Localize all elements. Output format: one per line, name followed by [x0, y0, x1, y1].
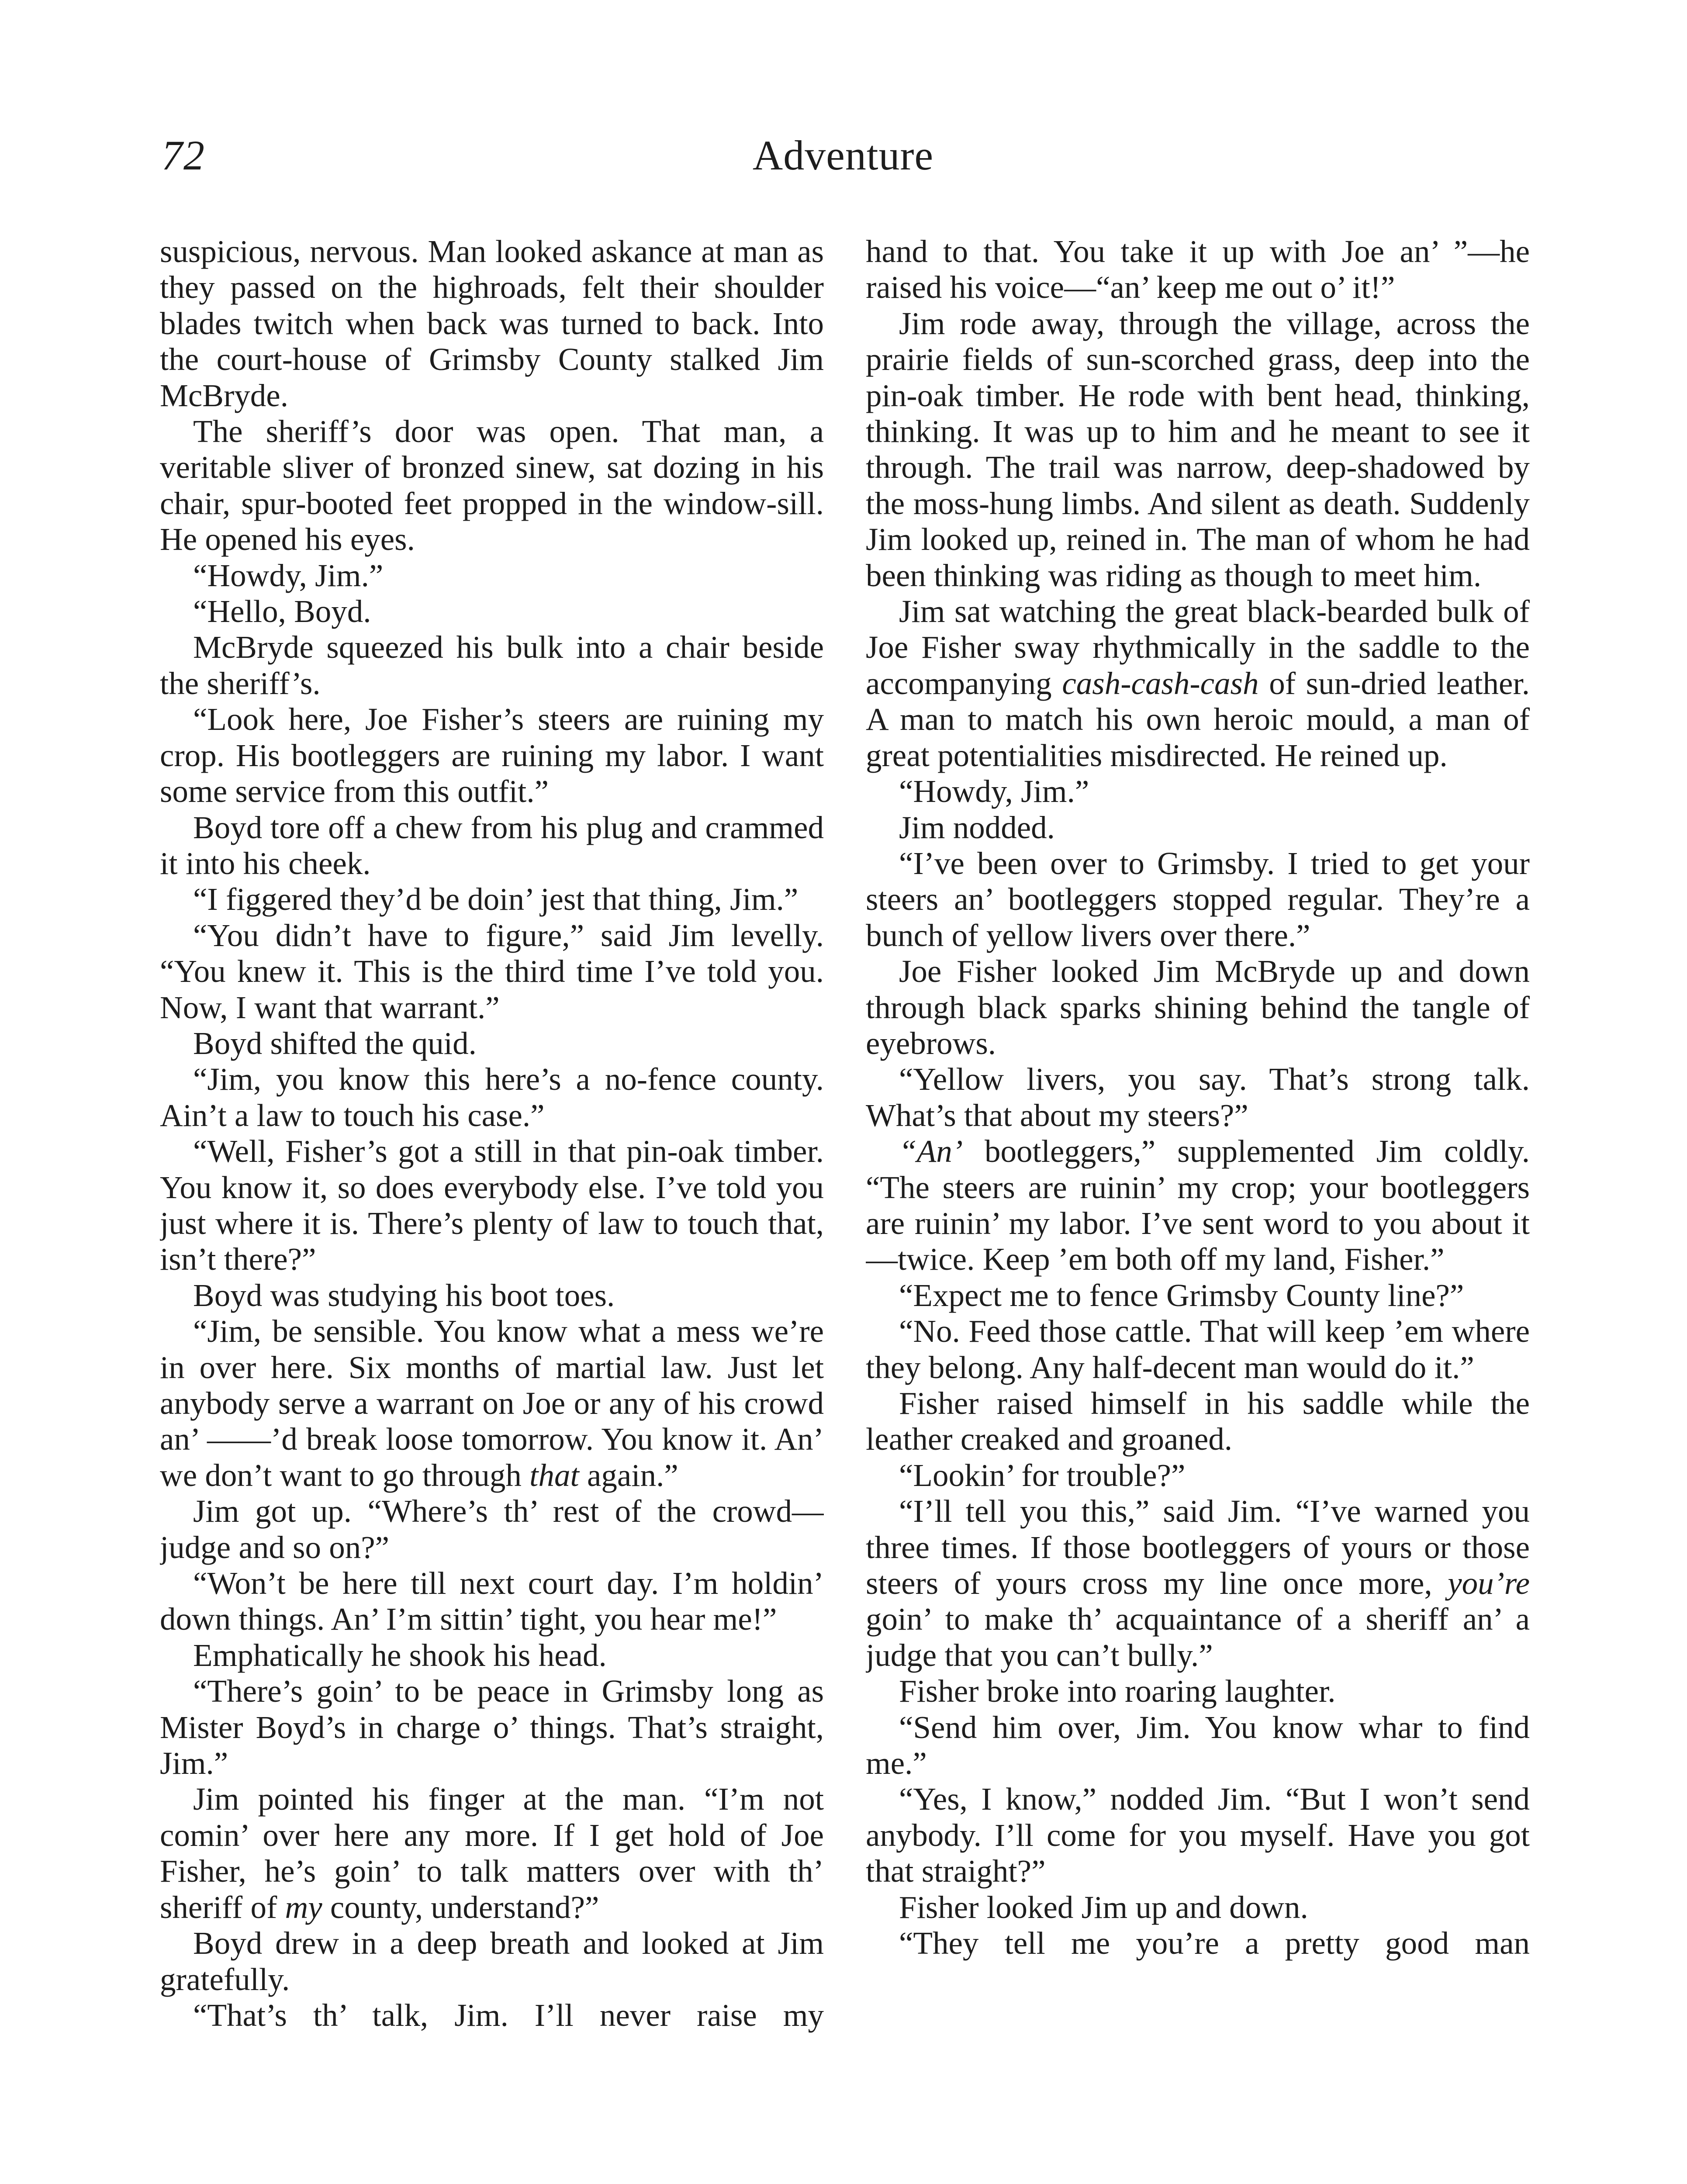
paragraph-text: bootleggers,” supplemented Jim coldly. “The steers are ruinin’ my crop; your bootleggers are ruinin’ my labor. I’ve sent word to you about it—twice. Keep ’em both off my land, Fisher.”	[866, 1133, 1530, 1277]
paragraph	[866, 594, 1530, 774]
paragraph: McBryde squeezed his bulk into a chair beside the sheriff’s.	[160, 629, 824, 701]
paragraph: “Jim, you know this here’s a no-fence county. Ain’t a law to touch his case.”	[160, 1061, 824, 1133]
paragraph: “Won’t be here till next court day. I’m holdin’ down things. An’ I’m sittin’ tight, you hear me!”	[160, 1565, 824, 1637]
left-text-column	[160, 234, 824, 2184]
paragraph: Jim got up. “Where’s th’ rest of the crowd—judge and so on?”	[160, 1493, 824, 1565]
paragraph: “Hello, Boyd.	[193, 594, 371, 629]
emphasis-text: you’re	[1448, 1565, 1530, 1601]
paragraph: Jim nodded.	[899, 809, 1055, 845]
paragraph: “Look here, Joe Fisher’s steers are ruining my crop. His bootleggers are ruining my labor. I want some service from this outfit.”	[160, 702, 824, 809]
paragraph: Fisher broke into roaring laughter.	[899, 1673, 1336, 1709]
paragraph: “They tell me you’re a pretty good man	[899, 1925, 1530, 1961]
paragraph: “Lookin’ for trouble?”	[899, 1457, 1186, 1493]
emphasis-text: my	[285, 1889, 322, 1925]
paragraph	[160, 1313, 824, 1493]
magazine-title: Adventure	[752, 132, 934, 179]
paragraph-text: of sun-dried leather. A man to match his own heroic mould, a man of great potentialities misdirected. He reined up.	[866, 665, 1530, 773]
paragraph: “Yes, I know,” nodded Jim. “But I won’t send anybody. I’ll come for you myself. Have you got that straight?”	[866, 1781, 1530, 1889]
paragraph: suspicious, nervous. Man looked askance at man as they passed on the highroads, felt their shoulder blades twitch when back was turned to back. Into the court-house of Grimsby County stalked Jim McBryde.	[160, 234, 824, 413]
paragraph: “I’ve been over to Grimsby. I tried to get your steers an’ bootleggers stopped regular. They’re a bunch of yellow livers over there.”	[866, 845, 1530, 953]
paragraph	[866, 1493, 1530, 1673]
paragraph: “No. Feed those cattle. That will keep ’em where they belong. Any half-decent man would do it.”	[866, 1313, 1530, 1385]
emphasis-text: “An’	[899, 1133, 963, 1169]
paragraph	[160, 1781, 824, 1925]
page-header	[162, 131, 1525, 201]
page-number: 72	[162, 132, 205, 179]
paragraph-text: county, understand?”	[330, 1889, 599, 1925]
paragraph-text: again.”	[587, 1457, 678, 1493]
paragraph: Jim rode away, through the village, across the prairie fields of sun-scorched grass, deep into the pin-oak timber. He rode with bent head, thinking, thinking. It was up to him and he meant to see it through. The trail was narrow, deep-shadowed by the moss-hung limbs. And silent as death. Suddenly Jim looked up, reined in. The man of whom he had been thinking was riding as though to meet him.	[866, 305, 1530, 593]
paragraph: “Howdy, Jim.”	[193, 557, 384, 593]
paragraph: Boyd shifted the quid.	[193, 1025, 477, 1061]
paragraph-text: Jim pointed his finger at the man. “I’m not comin’ over here any more. If I get hold of Joe Fisher, he’s goin’ to talk matters over with th’ sheriff of	[160, 1781, 824, 1925]
paragraph: Joe Fisher looked Jim McBryde up and down through black sparks shining behind the tangle of eyebrows.	[866, 954, 1530, 1061]
paragraph-text: “Jim, be sensible. You know what a mess we’re in over here. Six months of martial law. Just let anybody serve a warrant on Joe or any of his crowd an’ ——’d break loose tomorrow. You know it. An’ we don’t want to go through	[160, 1313, 824, 1493]
emphasis-text: that	[529, 1457, 579, 1493]
paragraph-text: goin’ to make th’ acquaintance of a sheriff an’ a judge that you can’t bully.”	[866, 1601, 1530, 1673]
paragraph: The sheriff’s door was open. That man, a veritable sliver of bronzed sinew, sat dozing in his chair, spur-booted feet propped in the window-sill. He opened his eyes.	[160, 414, 824, 557]
paragraph: “Send him over, Jim. You know whar to find me.”	[866, 1709, 1530, 1781]
paragraph: “Howdy, Jim.”	[899, 774, 1089, 809]
paragraph: Fisher raised himself in his saddle while the leather creaked and groaned.	[866, 1386, 1530, 1457]
paragraph: “That’s th’ talk, Jim. I’ll never raise my	[193, 1997, 824, 2033]
paragraph: “Yellow livers, you say. That’s strong talk. What’s that about my steers?”	[866, 1061, 1530, 1133]
emphasis-text: cash-cash-cash	[1062, 665, 1259, 701]
paragraph: Emphatically he shook his head.	[193, 1637, 607, 1673]
paragraph: hand to that. You take it up with Joe an’ ”—he raised his voice—“an’ keep me out o’ it!”	[866, 234, 1530, 305]
paragraph: “I figgered they’d be doin’ jest that thing, Jim.”	[193, 881, 799, 917]
paragraph: “Expect me to fence Grimsby County line?”	[899, 1277, 1464, 1313]
paragraph: “You didn’t have to figure,” said Jim levelly. “You knew it. This is the third time I’ve told you. Now, I want that warrant.”	[160, 917, 824, 1025]
paragraph: Boyd tore off a chew from his plug and crammed it into his cheek.	[160, 809, 824, 881]
paragraph: Boyd drew in a deep breath and looked at Jim gratefully.	[160, 1925, 824, 1997]
paragraph-text: “I’ll tell you this,” said Jim. “I’ve warned you three times. If those bootleggers of yours or those steers of yours cross my line once more,	[866, 1493, 1530, 1601]
paragraph	[866, 1133, 1530, 1278]
paragraph-text: Jim sat watching the great black-bearded bulk of Joe Fisher sway rhythmically in the saddle to the accompanying	[866, 594, 1530, 701]
right-text-column	[866, 234, 1530, 2184]
paragraph: “There’s goin’ to be peace in Grimsby long as Mister Boyd’s in charge o’ things. That’s straight, Jim.”	[160, 1673, 824, 1781]
paragraph: Fisher looked Jim up and down.	[899, 1889, 1308, 1925]
paragraph: “Well, Fisher’s got a still in that pin-oak timber. You know it, so does everybody else. I’ve told you just where it is. There’s plenty of law to touch that, isn’t there?”	[160, 1133, 824, 1277]
paragraph: Boyd was studying his boot toes.	[193, 1277, 615, 1313]
